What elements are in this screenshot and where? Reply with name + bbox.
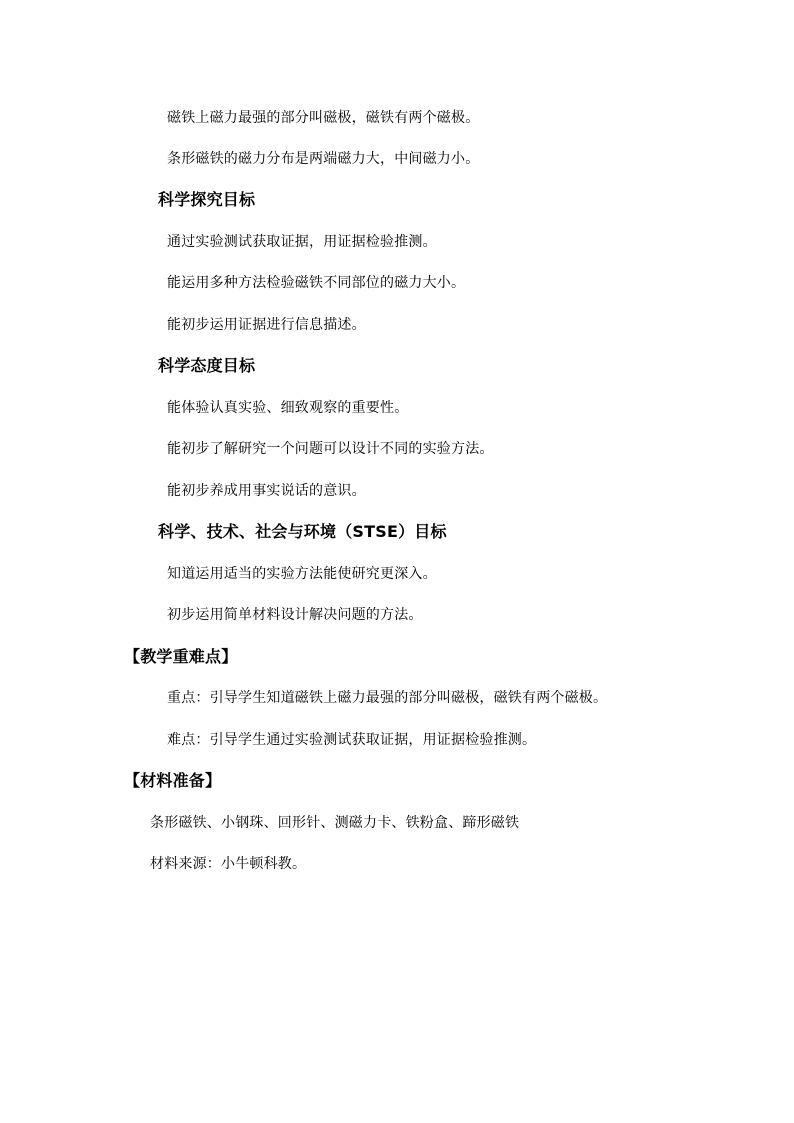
stse-goal-2: 初步运用简单材料设计解决问题的方法。 bbox=[167, 607, 423, 623]
materials-source: 材料来源：小牛顿科教。 bbox=[150, 856, 307, 872]
attitude-goals-heading: 科学态度目标 bbox=[158, 356, 256, 375]
key-point: 重点：引导学生知道磁铁上磁力最强的部分叫磁极，磁铁有两个磁极。 bbox=[167, 690, 608, 706]
knowledge-goal-2: 条形磁铁的磁力分布是两端磁力大，中间磁力小。 bbox=[167, 151, 480, 167]
materials-list: 条形磁铁、小钢珠、回形针、测磁力卡、铁粉盒、蹄形磁铁 bbox=[150, 815, 520, 831]
attitude-goal-3: 能初步养成用事实说话的意识。 bbox=[167, 483, 366, 499]
inquiry-goal-3: 能初步运用证据进行信息描述。 bbox=[167, 317, 366, 333]
knowledge-goal-1: 磁铁上磁力最强的部分叫磁极，磁铁有两个磁极。 bbox=[167, 110, 480, 126]
inquiry-goals-heading: 科学探究目标 bbox=[158, 190, 256, 209]
inquiry-goal-1: 通过实验测试获取证据，用证据检验推测。 bbox=[167, 234, 437, 250]
stse-goal-1: 知道运用适当的实验方法能使研究更深入。 bbox=[167, 566, 437, 582]
attitude-goal-2: 能初步了解研究一个问题可以设计不同的实验方法。 bbox=[167, 441, 494, 457]
inquiry-goal-2: 能运用多种方法检验磁铁不同部位的磁力大小。 bbox=[167, 275, 466, 291]
difficult-point: 难点：引导学生通过实验测试获取证据，用证据检验推测。 bbox=[167, 732, 537, 748]
stse-goals-heading: 科学、技术、社会与环境（STSE）目标 bbox=[158, 522, 447, 541]
attitude-goal-1: 能体验认真实验、细致观察的重要性。 bbox=[167, 400, 409, 416]
materials-heading: 【材料准备】 bbox=[124, 771, 222, 790]
key-points-heading: 【教学重难点】 bbox=[124, 647, 238, 666]
